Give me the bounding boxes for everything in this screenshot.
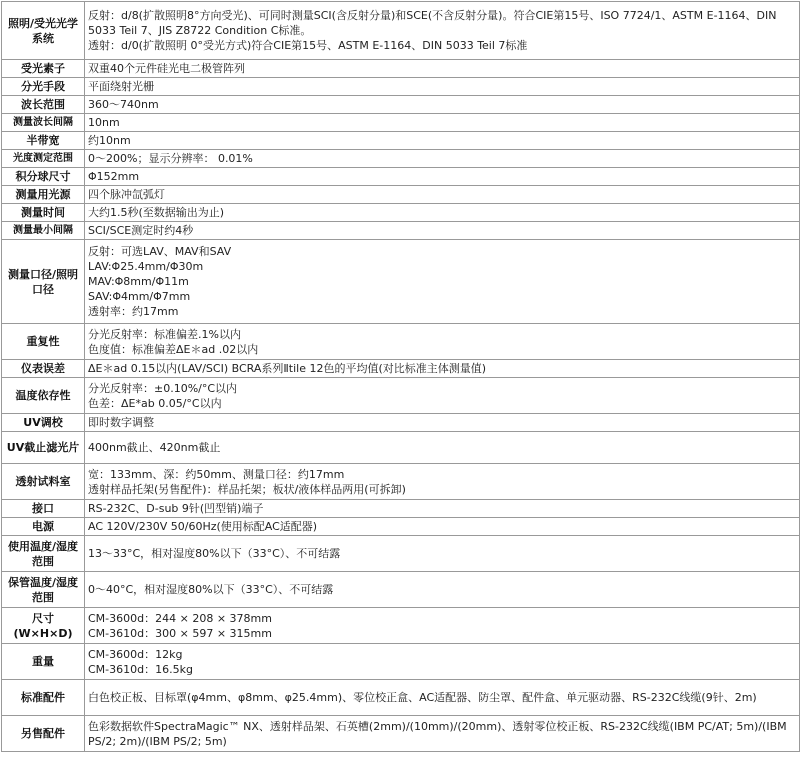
value-line: CM-3610d：300 × 597 × 315mm <box>88 626 272 640</box>
value-line: CM-3610d：16.5kg <box>88 662 193 676</box>
table-row <box>2 204 800 222</box>
table-row <box>2 716 800 752</box>
table-row <box>2 150 800 168</box>
table-row <box>2 518 800 536</box>
row-key: 积分球尺寸 <box>2 168 85 186</box>
row-value <box>85 414 800 432</box>
row-value <box>85 360 800 378</box>
value-line: AC 120V/230V 50/60Hz(使用标配AC适配器) <box>88 520 318 533</box>
value-line: 0～40°C，相对湿度80%以下（33°C）、不可结露 <box>88 583 334 596</box>
value-line: CM-3600d：12kg <box>88 647 183 661</box>
table-row <box>2 132 800 150</box>
row-key: 透射试料室 <box>2 464 85 500</box>
row-key: 波长范围 <box>2 96 85 114</box>
value-line: 平面绕射光栅 <box>88 80 154 93</box>
value-line: Φ152mm <box>88 170 140 183</box>
value-line: 透射：d/0(扩散照明 0°受光方式)符合CIE第15号、ASTM E-1164、DIN 5033 Teil 7标准 <box>88 39 528 52</box>
table-row <box>2 78 800 96</box>
row-key: 分光手段 <box>2 78 85 96</box>
table-row <box>2 60 800 78</box>
value-line: 分光反射率：标准偏差.1%以内 <box>88 327 241 341</box>
row-key: 半带宽 <box>2 132 85 150</box>
row-value <box>85 2 800 60</box>
row-key: 标准配件 <box>2 680 85 716</box>
row-key: 测量时间 <box>2 204 85 222</box>
row-key: 电源 <box>2 518 85 536</box>
row-key: 测量波长间隔 <box>2 114 85 132</box>
table-row <box>2 114 800 132</box>
row-key: 重量 <box>2 644 85 680</box>
row-key: 光度测定范围 <box>2 150 85 168</box>
table-row <box>2 680 800 716</box>
row-key: 重复性 <box>2 324 85 360</box>
value-line: 10nm <box>88 116 120 129</box>
row-value <box>85 78 800 96</box>
row-value <box>85 60 800 78</box>
table-row <box>2 2 800 60</box>
table-row <box>2 378 800 414</box>
row-key: 照明/受光光学系统 <box>2 2 85 60</box>
row-key: 受光素子 <box>2 60 85 78</box>
row-value <box>85 204 800 222</box>
value-line: 色差：ΔE*ab 0.05/°C以内 <box>88 396 222 410</box>
value-line: SCI/SCE测定时约4秒 <box>88 224 194 237</box>
value-line: CM-3600d：244 × 208 × 378mm <box>88 611 272 625</box>
row-value <box>85 132 800 150</box>
value-line: 白色校正板、目标罩(φ4mm、φ8mm、φ25.4mm)、零位校正盒、AC适配器、防尘罩、配件盒、单元驱动器、RS-232C线缆(9针、2m) <box>88 691 757 704</box>
table-row <box>2 644 800 680</box>
row-key: 测量用光源 <box>2 186 85 204</box>
row-value <box>85 222 800 240</box>
row-key: UV截止滤光片 <box>2 432 85 464</box>
table-row <box>2 500 800 518</box>
row-value <box>85 186 800 204</box>
value-line: 分光反射率：±0.10%/°C以内 <box>88 381 238 395</box>
table-row <box>2 464 800 500</box>
row-value <box>85 572 800 608</box>
row-key: 温度依存性 <box>2 378 85 414</box>
spec-table <box>1 1 800 752</box>
table-row <box>2 608 800 644</box>
row-value <box>85 114 800 132</box>
table-row <box>2 432 800 464</box>
table-row <box>2 324 800 360</box>
value-line: ΔE＊ad 0.15以内(LAV/SCI) BCRA系列Ⅱtile 12色的平均值(对比标准主体测量值) <box>88 362 487 375</box>
table-row <box>2 572 800 608</box>
row-key: 测量口径/照明口径 <box>2 240 85 324</box>
row-value <box>85 716 800 752</box>
row-value <box>85 150 800 168</box>
value-line: SAV:Φ4mm/Φ7mm <box>88 290 191 303</box>
value-line: 13～33°C，相对湿度80%以下（33°C）、不可结露 <box>88 547 341 560</box>
value-line: 透射样品托架(另售配件)：样品托架；板状/液体样品两用(可拆卸) <box>88 482 406 496</box>
row-value <box>85 644 800 680</box>
row-key: UV调校 <box>2 414 85 432</box>
value-line: MAV:Φ8mm/Φ11m <box>88 275 189 288</box>
row-value <box>85 518 800 536</box>
value-line: 反射：d/8(扩散照明8°方向受光)、可同时测量SCI(含反射分量)和SCE(不含反射分量)。符合CIE第15号、ISO 7724/1、ASTM E-1164、DIN 5033 Teil 7、JIS Z8722 Condition C标准。 <box>88 9 777 37</box>
value-line: 反射：可选LAV、MAV和SAV <box>88 245 232 258</box>
value-line: 四个脉冲氙弧灯 <box>88 188 165 201</box>
row-value <box>85 608 800 644</box>
value-line: 大约1.5秒(至数据输出为止) <box>88 206 225 219</box>
row-key: 测量最小间隔 <box>2 222 85 240</box>
value-line: 宽：133mm、深：约50mm、测量口径：约17mm <box>88 467 345 481</box>
row-value <box>85 378 800 414</box>
table-row <box>2 360 800 378</box>
row-value <box>85 680 800 716</box>
table-row <box>2 414 800 432</box>
row-key: 保管温度/湿度范围 <box>2 572 85 608</box>
row-value <box>85 168 800 186</box>
row-key: 另售配件 <box>2 716 85 752</box>
value-line: 色度值：标准偏差ΔE＊ad .02以内 <box>88 342 259 356</box>
value-line: 透射率：约17mm <box>88 305 179 318</box>
table-row <box>2 240 800 324</box>
value-line: RS-232C、D-sub 9针(凹型销)端子 <box>88 502 264 515</box>
row-value <box>85 536 800 572</box>
row-value <box>85 324 800 360</box>
value-line: 400nm截止、420nm截止 <box>88 441 221 454</box>
row-value <box>85 240 800 324</box>
row-value <box>85 500 800 518</box>
value-line: 色彩数据软件SpectraMagic™ NX、透射样品架、石英槽(2mm)/(10mm)/(20mm)、透射零位校正板、RS-232C线缆(IBM PC/AT; 5m)/(IBM PS/2; 2m)/(IBM PS/2; 5m) <box>88 719 787 748</box>
value-line: 360～740nm <box>88 98 159 111</box>
value-line: 即时数字调整 <box>88 416 154 429</box>
row-value <box>85 96 800 114</box>
row-value <box>85 432 800 464</box>
table-row <box>2 536 800 572</box>
row-key: 尺寸(W×H×D) <box>2 608 85 644</box>
value-line: 0～200%；显示分辨率： 0.01% <box>88 152 253 165</box>
table-row <box>2 168 800 186</box>
row-key: 接口 <box>2 500 85 518</box>
row-value <box>85 464 800 500</box>
value-line: 约10nm <box>88 134 131 147</box>
row-key: 使用温度/湿度范围 <box>2 536 85 572</box>
table-row <box>2 96 800 114</box>
value-line: LAV:Φ25.4mm/Φ30m <box>88 260 204 273</box>
table-row <box>2 186 800 204</box>
row-key: 仪表误差 <box>2 360 85 378</box>
table-row <box>2 222 800 240</box>
value-line: 双重40个元件硅光电二极管阵列 <box>88 62 245 75</box>
